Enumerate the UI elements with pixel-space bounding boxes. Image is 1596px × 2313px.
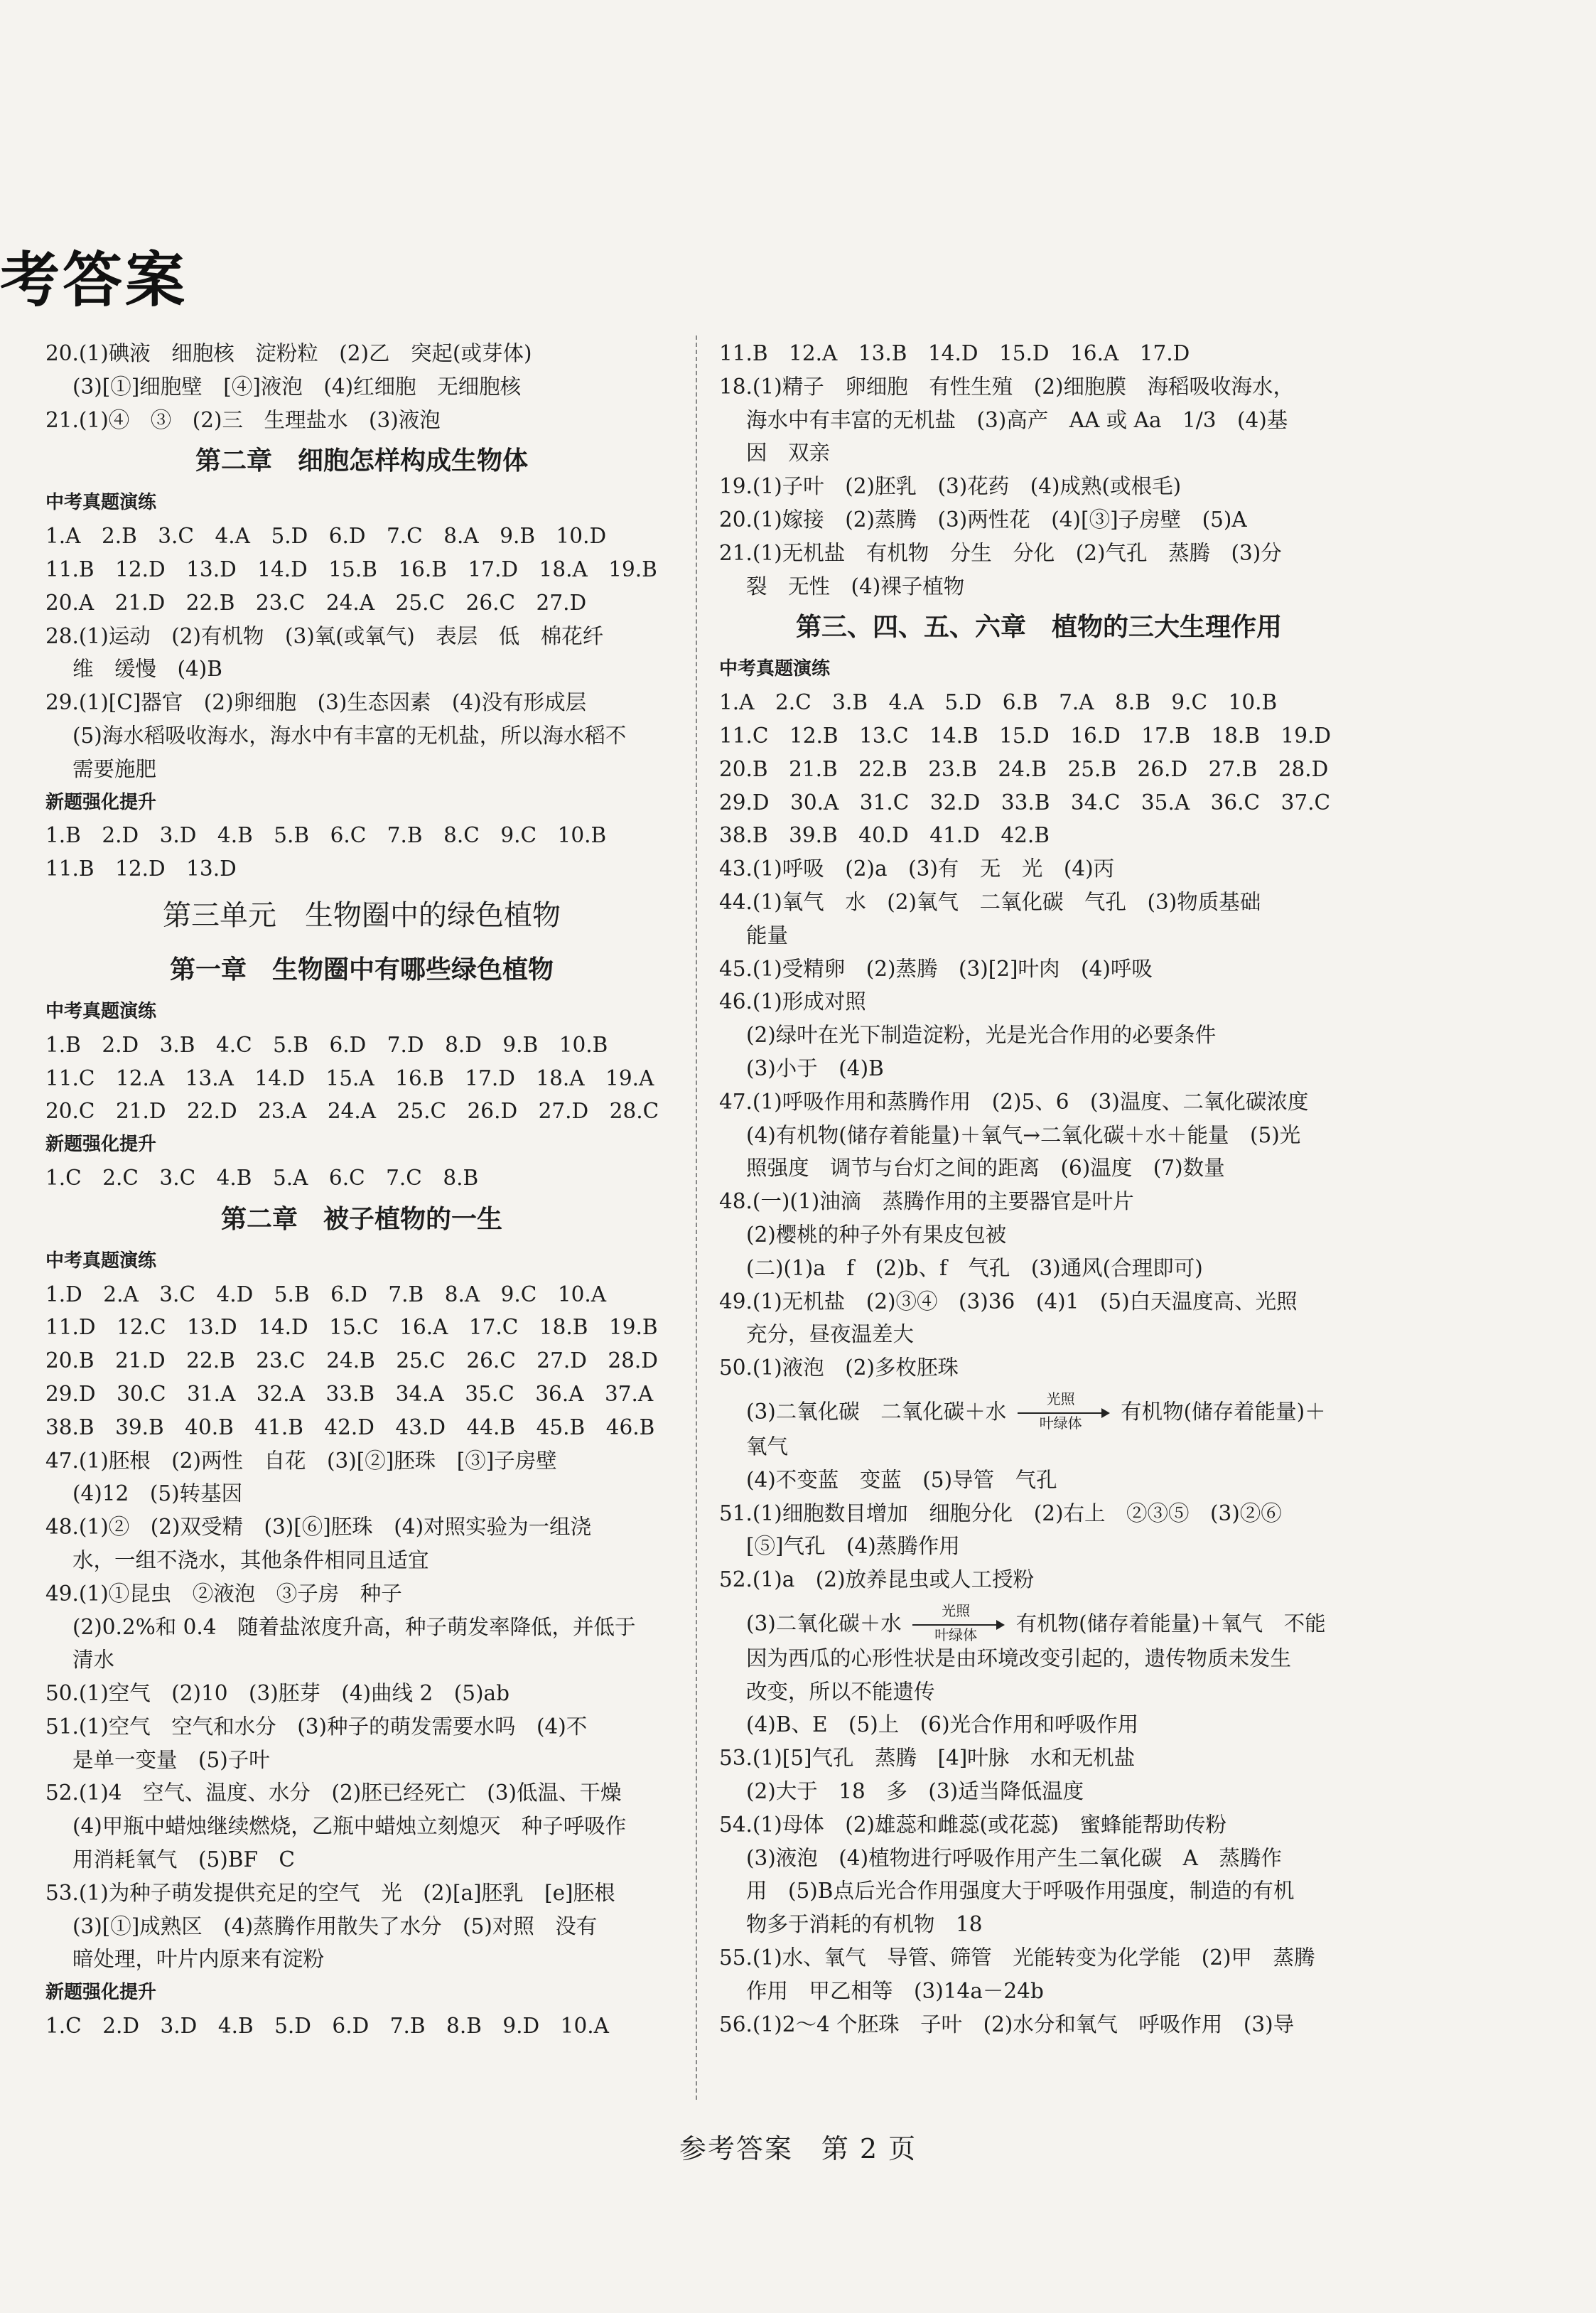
- answer-line: 18.(1)精子 卵细胞 有性生殖 (2)细胞膜 海稻吸收海水，: [719, 374, 1294, 399]
- equation-line: [719, 1385, 1359, 1430]
- chapter-heading: 第三、四、五、六章 植物的三大生理作用: [795, 613, 1282, 643]
- answer-line: 19.(1)子叶 (2)胚乳 (3)花药 (4)成熟(或根毛): [719, 474, 1182, 499]
- answer-line: 49.(1)无机盐 (2)③④ (3)36 (4)1 (5)白天温度高、光照: [719, 1289, 1298, 1314]
- answer-line: 43.(1)呼吸 (2)a (3)有 无 光 (4)丙: [719, 857, 1115, 881]
- answer-line: 46.(1)形成对照: [719, 989, 866, 1014]
- answer-line: 照强度 调节与台灯之间的距离 (6)温度 (7)数量: [746, 1156, 1225, 1181]
- section-label: 中考真题演练: [45, 1000, 157, 1022]
- arrow-shaft: [1018, 1412, 1104, 1414]
- reaction-arrow: [1018, 1390, 1110, 1432]
- answer-line: 44.(1)氧气 水 (2)氧气 二氧化碳 气孔 (3)物质基础: [719, 889, 1261, 914]
- chapter-heading: 第二章 被子植物的一生: [220, 1204, 502, 1234]
- answer-line: [⑤]气孔 (4)蒸腾作用: [746, 1534, 960, 1559]
- answer-line: 维 缓慢 (4)B: [72, 657, 222, 682]
- answer-line: 海水中有丰富的无机盐 (3)高产 AA 或 Aa 1/3 (4)基: [746, 407, 1288, 432]
- answer-line: 是单一变量 (5)子叶: [72, 1747, 270, 1772]
- answer-line: 用消耗氧气 (5)BF C: [72, 1847, 296, 1872]
- answer-line: 53.(1)[5]气孔 蒸腾 [4]叶脉 水和无机盐: [719, 1746, 1136, 1771]
- answer-line: (3)小于 (4)B: [746, 1056, 884, 1080]
- answer-line: 38.B 39.B 40.B 41.B 42.D 43.D 44.B 45.B 46.B: [45, 1415, 655, 1439]
- answer-line: 1.A 2.B 3.C 4.A 5.D 6.D 7.C 8.A 9.B 10.D: [45, 524, 607, 549]
- answer-line: (3)液泡 (4)植物进行呼吸作用产生二氧化碳 A 蒸腾作: [746, 1845, 1282, 1870]
- answer-line: 因 双亲: [746, 441, 831, 466]
- answer-line: (2)绿叶在光下制造淀粉，光是光合作用的必要条件: [746, 1023, 1217, 1048]
- answer-line: 1.B 2.D 3.D 4.B 5.B 6.C 7.B 8.C 9.C 10.B: [45, 823, 607, 848]
- equation-left: (3)二氧化碳 二氧化碳＋水: [746, 1399, 1007, 1424]
- answer-line: (4)不变蓝 变蓝 (5)导管 气孔: [746, 1467, 1057, 1492]
- chapter-heading: 第一章 生物圈中有哪些绿色植物: [169, 955, 554, 984]
- answer-line: 29.(1)[C]器官 (2)卵细胞 (3)生态因素 (4)没有形成层: [45, 690, 587, 715]
- answer-line: 29.D 30.A 31.C 32.D 33.B 34.C 35.A 36.C 37.C: [719, 790, 1331, 815]
- answer-line: 28.(1)运动 (2)有机物 (3)氧(或氧气) 表层 低 棉花纤: [45, 623, 604, 648]
- answer-line: 1.A 2.C 3.B 4.A 5.D 6.B 7.A 8.B 9.C 10.B: [719, 690, 1278, 715]
- answer-line: 因为西瓜的心形性状是由环境改变引起的，遗传物质未发生: [746, 1646, 1292, 1670]
- answer-line: 20.B 21.D 22.B 23.C 24.B 25.C 26.C 27.D 28.D: [45, 1348, 658, 1373]
- reaction-arrow: [912, 1601, 1005, 1643]
- answer-line: (2)0.2%和 0.4 随着盐浓度升高，种子萌发率降低，并低于: [72, 1614, 636, 1639]
- answer-line: 38.B 39.B 40.D 41.D 42.B: [719, 823, 1050, 848]
- answer-line: (4)12 (5)转基因: [72, 1481, 243, 1506]
- section-label: 新题强化提升: [45, 1134, 157, 1156]
- equation-right: 有机物(储存着能量)＋: [1121, 1399, 1326, 1424]
- answer-line: 21.(1)④ ③ (2)三 生理盐水 (3)液泡: [45, 407, 441, 432]
- chapter-heading: 第二章 细胞怎样构成生物体: [195, 446, 528, 476]
- answer-line: 20.B 21.B 22.B 23.B 24.B 25.B 26.D 27.B 28.D: [719, 756, 1329, 781]
- answer-line: (3)[①]细胞壁 [④]液泡 (4)红细胞 无细胞核: [72, 374, 522, 399]
- answer-line: 45.(1)受精卵 (2)蒸腾 (3)[2]叶肉 (4)呼吸: [719, 956, 1153, 981]
- answer-line: 改变，所以不能遗传: [746, 1679, 935, 1704]
- answer-line: 11.B 12.A 13.B 14.D 15.D 16.A 17.D: [719, 341, 1190, 365]
- answer-line: (4)B、E (5)上 (6)光合作用和呼吸作用: [746, 1712, 1139, 1737]
- section-label: 新题强化提升: [45, 791, 157, 813]
- answer-line: (4)有机物(储存着能量)＋氧气→二氧化碳＋水＋能量 (5)光: [746, 1122, 1301, 1147]
- answer-line: (2)大于 18 多 (3)适当降低温度: [746, 1779, 1084, 1804]
- answer-line: 53.(1)为种子萌发提供充足的空气 光 (2)[a]胚乳 [e]胚根: [45, 1880, 615, 1905]
- answer-line: 1.D 2.A 3.C 4.D 5.B 6.D 7.B 8.A 9.C 10.A: [45, 1282, 607, 1306]
- answer-line: 水，一组不浇水，其他条件相同且适宜: [72, 1547, 429, 1572]
- unit-heading: 第三单元 生物圈中的绿色植物: [163, 898, 561, 932]
- answer-line: 47.(1)呼吸作用和蒸腾作用 (2)5、6 (3)温度、二氧化碳浓度: [719, 1089, 1309, 1114]
- equation-left: (3)二氧化碳＋水: [746, 1611, 902, 1636]
- answer-line: 暗处理，叶片内原来有淀粉: [72, 1947, 325, 1972]
- answer-line: 29.D 30.C 31.A 32.A 33.B 34.A 35.C 36.A 37.A: [45, 1381, 654, 1406]
- page-footer: 参考答案 第 2 页: [679, 2133, 917, 2164]
- equation-line: [719, 1596, 1359, 1642]
- answer-line: 11.C 12.A 13.A 14.D 15.A 16.B 17.D 18.A 19.A: [45, 1066, 654, 1090]
- right-column: [719, 337, 1359, 2100]
- answer-line: 11.B 12.D 13.D: [45, 857, 237, 881]
- answer-line: 用 (5)B点后光合作用强度大于呼吸作用强度，制造的有机: [746, 1879, 1295, 1904]
- answer-line: 裂 无性 (4)裸子植物: [746, 574, 965, 599]
- answer-line: 48.(一)(1)油滴 蒸腾作用的主要器官是叶片: [719, 1189, 1134, 1214]
- answer-line: 56.(1)2～4 个胚珠 子叶 (2)水分和氧气 呼吸作用 (3)导: [719, 2012, 1295, 2036]
- left-column: [45, 337, 678, 2100]
- answer-line: 1.C 2.C 3.C 4.B 5.A 6.C 7.C 8.B: [45, 1165, 479, 1190]
- answer-line: (5)海水稻吸收海水，海水中有丰富的无机盐，所以海水稻不: [72, 723, 627, 748]
- section-label: 中考真题演练: [45, 1250, 157, 1272]
- section-label: 新题强化提升: [45, 1982, 157, 2004]
- answer-line: 需要施肥: [72, 756, 157, 781]
- answer-line: 1.C 2.D 3.D 4.B 5.D 6.D 7.B 8.B 9.D 10.A: [45, 2014, 609, 2039]
- answer-line: 51.(1)细胞数目增加 细胞分化 (2)右上 ②③⑤ (3)②⑥: [719, 1501, 1282, 1525]
- answer-line: 物多于消耗的有机物 18: [746, 1912, 983, 1937]
- answer-line: 21.(1)无机盐 有机物 分生 分化 (2)气孔 蒸腾 (3)分: [719, 540, 1282, 565]
- answer-line: 55.(1)水、氧气 导管、筛管 光能转变为化学能 (2)甲 蒸腾: [719, 1946, 1315, 1970]
- answer-line: 1.B 2.D 3.B 4.C 5.B 6.D 7.D 8.D 9.B 10.B: [45, 1032, 608, 1057]
- answer-line: 充分，昼夜温差大: [746, 1322, 915, 1347]
- answer-line: 11.C 12.B 13.C 14.B 15.D 16.D 17.B 18.B 19.D: [719, 723, 1332, 748]
- column-divider: [696, 336, 697, 2100]
- answer-line: (二)(1)a f (2)b、f 气孔 (3)通风(合理即可): [746, 1255, 1203, 1280]
- answer-line: 52.(1)4 空气、温度、水分 (2)胚已经死亡 (3)低温、干燥: [45, 1781, 622, 1805]
- answer-line: 能量: [746, 923, 789, 948]
- answer-line: 11.D 12.C 13.D 14.D 15.C 16.A 17.C 18.B 19.B: [45, 1315, 658, 1340]
- answer-line: 51.(1)空气 空气和水分 (3)种子的萌发需要水吗 (4)不: [45, 1714, 588, 1739]
- answer-line: 50.(1)液泡 (2)多枚胚珠: [719, 1356, 959, 1380]
- answer-line: 20.A 21.D 22.B 23.C 24.A 25.C 26.C 27.D: [45, 590, 587, 615]
- answer-line: 52.(1)a (2)放养昆虫或人工授粉: [719, 1567, 1035, 1592]
- section-label: 中考真题演练: [45, 492, 157, 514]
- answer-line: 氧气: [746, 1434, 789, 1459]
- answer-line: (4)甲瓶中蜡烛继续燃烧，乙瓶中蜡烛立刻熄灭 种子呼吸作: [72, 1814, 627, 1839]
- answer-line: (3)[①]成熟区 (4)蒸腾作用散失了水分 (5)对照 没有: [72, 1914, 598, 1938]
- answer-line: 11.B 12.D 13.D 14.D 15.B 16.B 17.D 18.A 19.B: [45, 557, 657, 581]
- arrow-condition-chloroplast: 叶绿体: [934, 1626, 978, 1643]
- page-title: 考答案: [0, 245, 188, 315]
- answer-line: 20.(1)嫁接 (2)蒸腾 (3)两性花 (4)[③]子房壁 (5)A: [719, 507, 1247, 532]
- answer-line: 20.(1)碘液 细胞核 淀粉粒 (2)乙 突起(或芽体): [45, 341, 532, 365]
- arrow-condition-light: 光照: [942, 1601, 971, 1619]
- answer-line: 清水: [72, 1648, 115, 1673]
- arrow-shaft: [912, 1624, 999, 1626]
- answer-line: 48.(1)② (2)双受精 (3)[⑥]胚珠 (4)对照实验为一组浇: [45, 1515, 592, 1540]
- answer-line: 20.C 21.D 22.D 23.A 24.A 25.C 26.D 27.D 28.C: [45, 1099, 659, 1124]
- answer-line: 49.(1)①昆虫 ②液泡 ③子房 种子: [45, 1581, 402, 1606]
- answer-line: 54.(1)母体 (2)雄蕊和雌蕊(或花蕊) 蜜蜂能帮助传粉: [719, 1812, 1227, 1837]
- answer-line: 50.(1)空气 (2)10 (3)胚芽 (4)曲线 2 (5)ab: [45, 1681, 510, 1706]
- answer-line: 作用 甲乙相等 (3)14a－24b: [746, 1978, 1044, 2003]
- section-label: 中考真题演练: [719, 658, 831, 680]
- answer-line: (2)樱桃的种子外有果皮包被: [746, 1222, 1007, 1247]
- answer-line: 47.(1)胚根 (2)两性 自花 (3)[②]胚珠 [③]子房壁: [45, 1448, 557, 1473]
- equation-right: 有机物(储存着能量)＋氧气 不能: [1015, 1611, 1326, 1636]
- arrow-condition-light: 光照: [1046, 1390, 1075, 1407]
- arrow-condition-chloroplast: 叶绿体: [1039, 1414, 1082, 1432]
